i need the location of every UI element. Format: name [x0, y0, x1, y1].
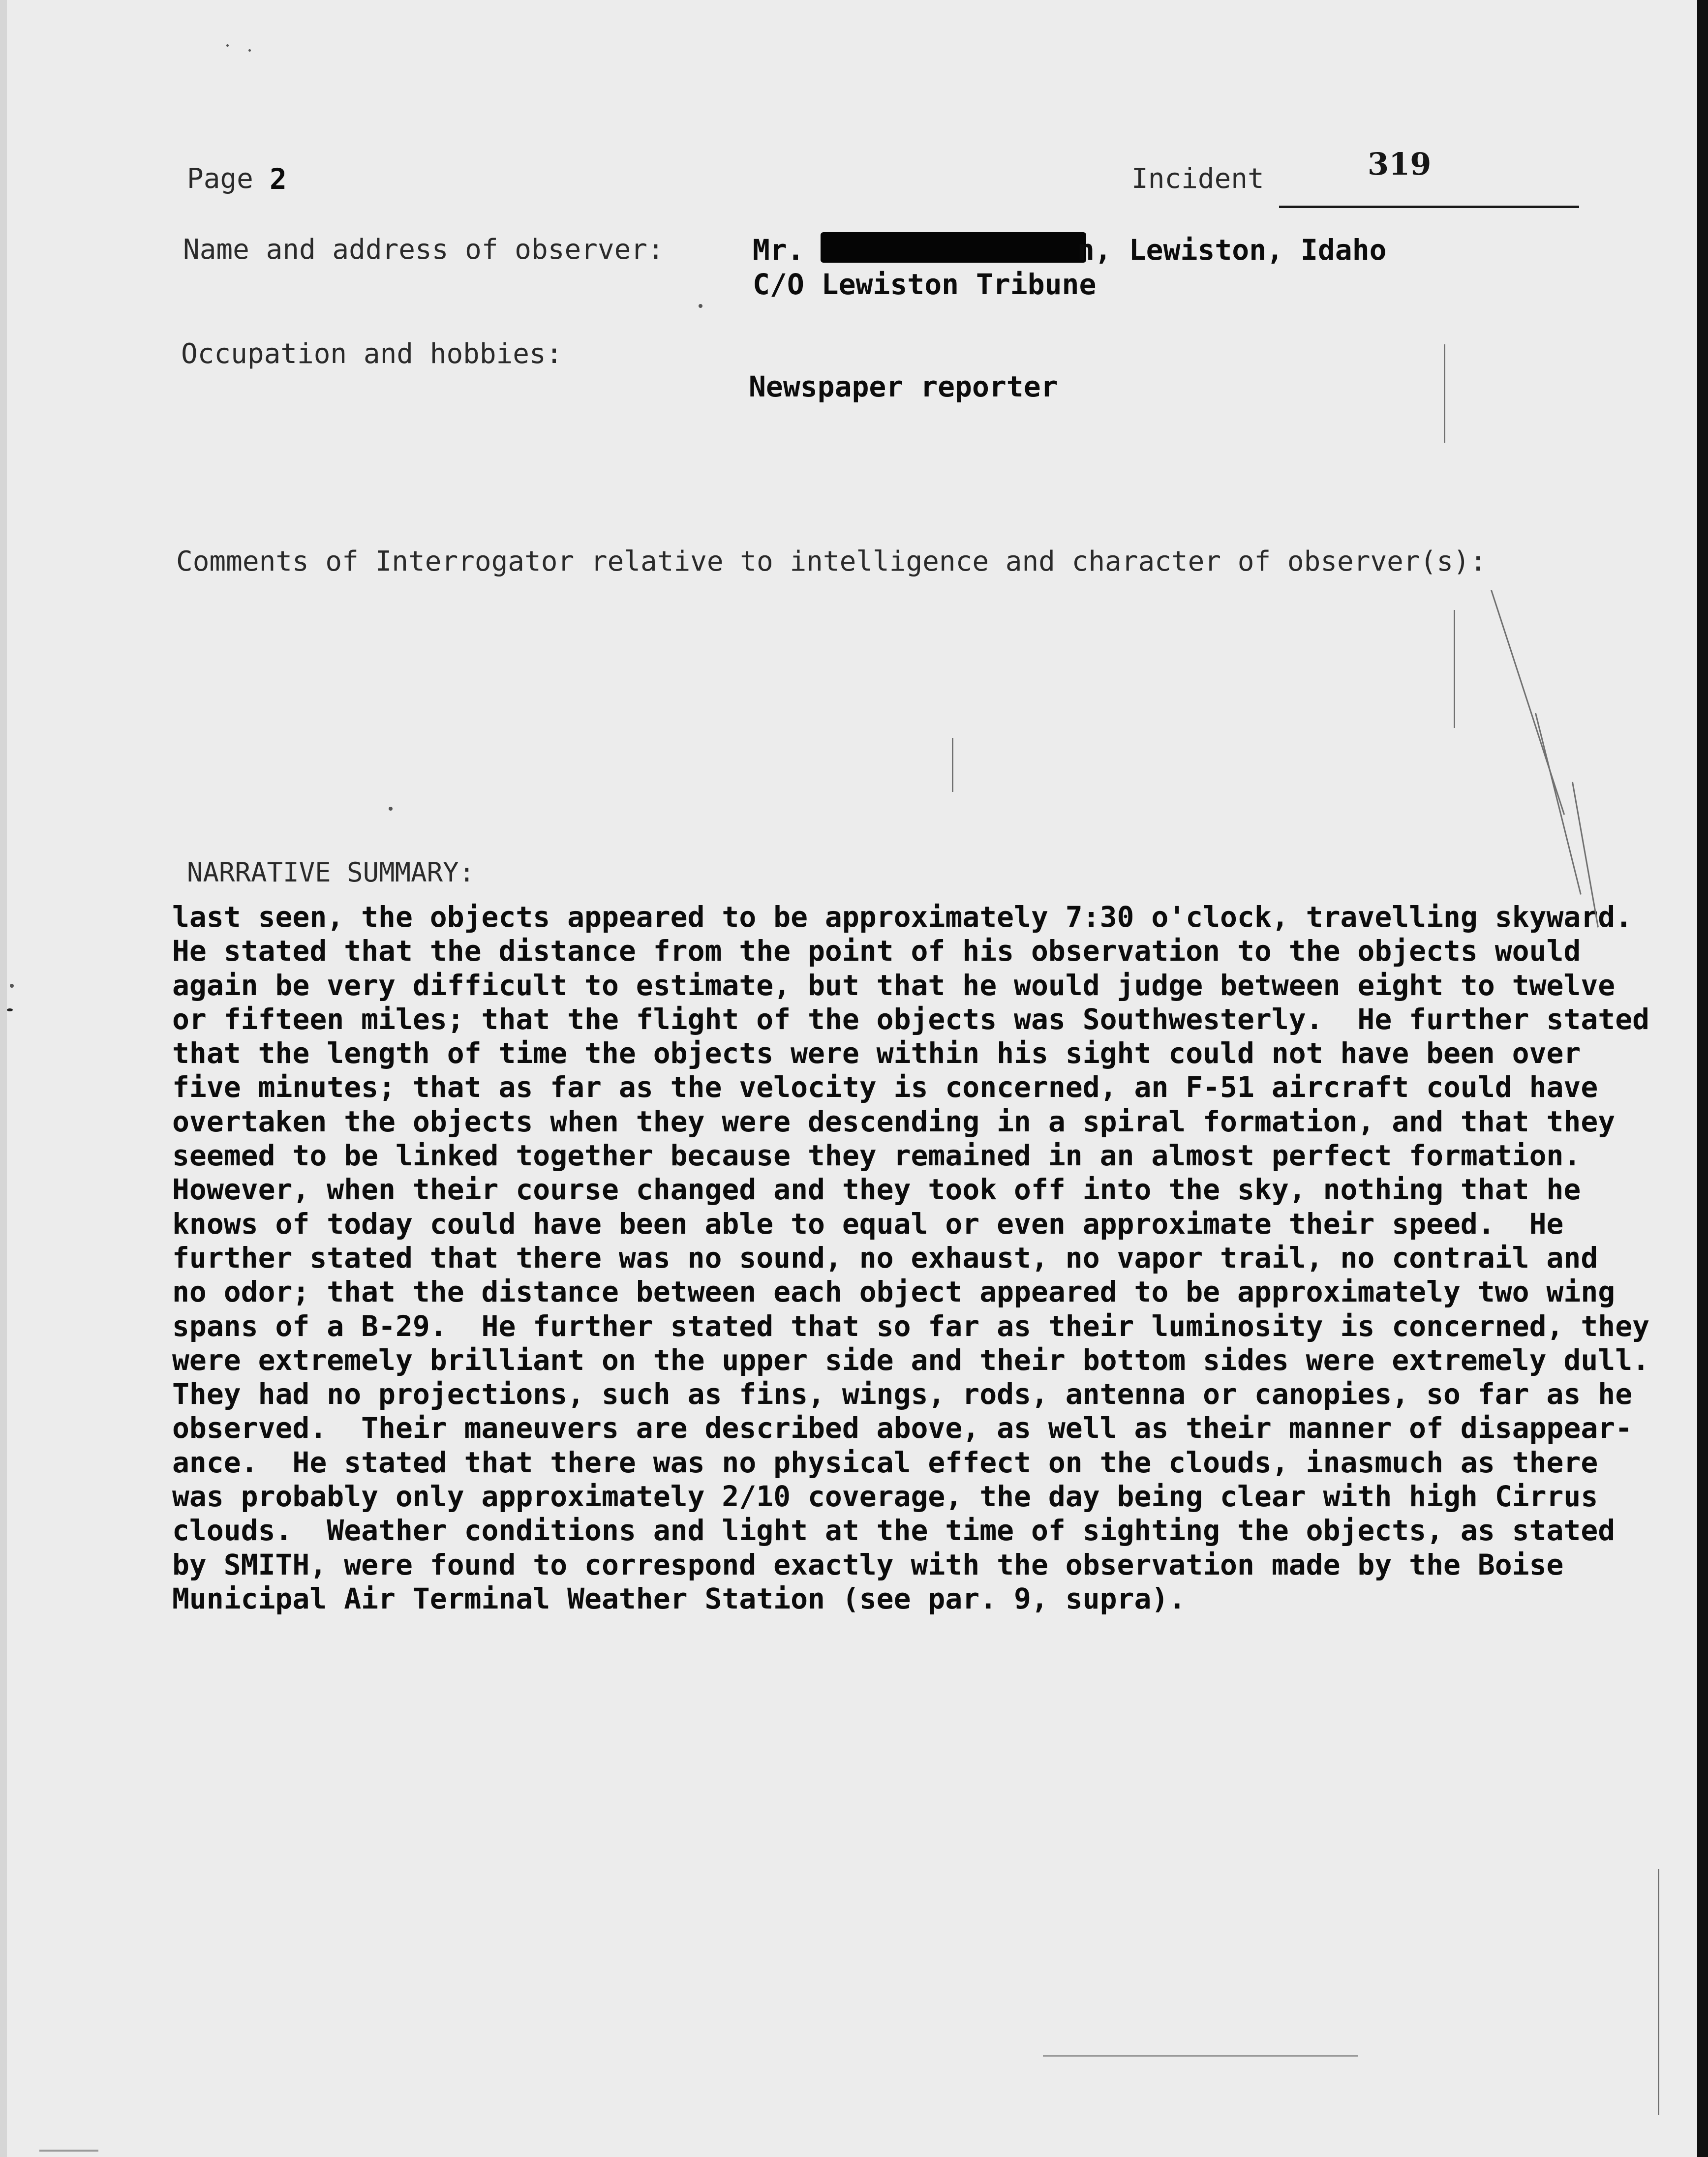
- scan-streak: [1658, 1869, 1659, 2115]
- scan-speck: [10, 984, 14, 988]
- narrative-line: seemed to be linked together because they remained in an almost perfect formation.: [172, 1139, 1581, 1173]
- scan-speck: [226, 44, 229, 47]
- scan-streak: [39, 2150, 98, 2152]
- observer-care-of: C/O Lewiston Tribune: [753, 268, 1097, 301]
- scan-speck: [248, 49, 251, 52]
- occupation-label: Occupation and hobbies:: [181, 338, 563, 370]
- incident-label: Incident: [1131, 163, 1264, 195]
- scan-streak: [1535, 713, 1582, 894]
- scan-speck: [389, 807, 393, 811]
- narrative-line: were extremely brilliant on the upper side and their bottom sides were extremely dull.: [172, 1343, 1650, 1377]
- scan-speck: [7, 1008, 13, 1011]
- narrative-line: or fifteen miles; that the flight of the objects was Southwesterly. He further stated: [172, 1002, 1650, 1036]
- narrative-body: [172, 900, 1668, 1616]
- narrative-heading: NARRATIVE SUMMARY:: [187, 857, 475, 888]
- scan-streak: [952, 738, 953, 792]
- observer-label: Name and address of observer:: [183, 234, 664, 266]
- occupation-value: Newspaper reporter: [749, 370, 1058, 403]
- narrative-line: clouds. Weather conditions and light at the time of sighting the objects, as stated: [172, 1514, 1616, 1548]
- narrative-line: Municipal Air Terminal Weather Station (see par. 9, supra).: [172, 1581, 1186, 1615]
- scan-right-border: [1697, 0, 1708, 2157]
- narrative-line: five minutes; that as far as the velocity is concerned, an F-51 aircraft could have: [172, 1070, 1598, 1104]
- narrative-line: last seen, the objects appeared to be approximately 7:30 o'clock, travelling skyward.: [172, 900, 1633, 934]
- narrative-line: overtaken the objects when they were descending in a spiral formation, and that they: [172, 1104, 1616, 1138]
- scan-streak: [1454, 610, 1455, 728]
- scan-streak: [1491, 590, 1565, 815]
- narrative-line: again be very difficult to estimate, but that he would judge between eight to twelve: [172, 968, 1616, 1002]
- scan-streak: [1043, 2055, 1358, 2057]
- page-number: 2: [270, 162, 287, 196]
- narrative-line: knows of today could have been able to equal or even approximate their speed. He: [172, 1207, 1564, 1241]
- incident-underline: [1279, 206, 1579, 208]
- narrative-line: that the length of time the objects were within his sight could not have been over: [172, 1036, 1581, 1070]
- narrative-line: He stated that the distance from the point of his observation to the objects would: [172, 934, 1581, 968]
- narrative-line: spans of a B-29. He further stated that so far as their luminosity is concerned, they: [172, 1309, 1650, 1343]
- scan-streak: [1444, 344, 1445, 443]
- narrative-line: ance. He stated that there was no physical effect on the clouds, inasmuch as there: [172, 1445, 1598, 1479]
- observer-prefix: Mr.: [753, 233, 804, 267]
- observer-location: n, Lewiston, Idaho: [1077, 233, 1387, 267]
- narrative-line: further stated that there was no sound, no exhaust, no vapor trail, no contrail and: [172, 1241, 1598, 1275]
- comments-label: Comments of Interrogator relative to intelligence and character of observer(s):: [176, 546, 1487, 577]
- narrative-line: They had no projections, such as fins, wings, rods, antenna or canopies, so far as he: [172, 1377, 1633, 1411]
- narrative-line: observed. Their maneuvers are described above, as well as their manner of disappear-: [172, 1411, 1633, 1445]
- narrative-line: no odor; that the distance between each object appeared to be approximately two wing: [172, 1275, 1616, 1309]
- redaction-block: [821, 232, 1086, 263]
- incident-number: 319: [1368, 146, 1432, 182]
- narrative-line: However, when their course changed and they took off into the sky, nothing that he: [172, 1173, 1581, 1207]
- narrative-line: was probably only approximately 2/10 coverage, the day being clear with high Cirrus: [172, 1480, 1598, 1514]
- scan-left-edge: [0, 0, 7, 2157]
- scan-speck: [699, 304, 702, 308]
- narrative-line: by SMITH, were found to correspond exactly with the observation made by the Boise: [172, 1548, 1564, 1581]
- page-label: Page: [187, 163, 253, 195]
